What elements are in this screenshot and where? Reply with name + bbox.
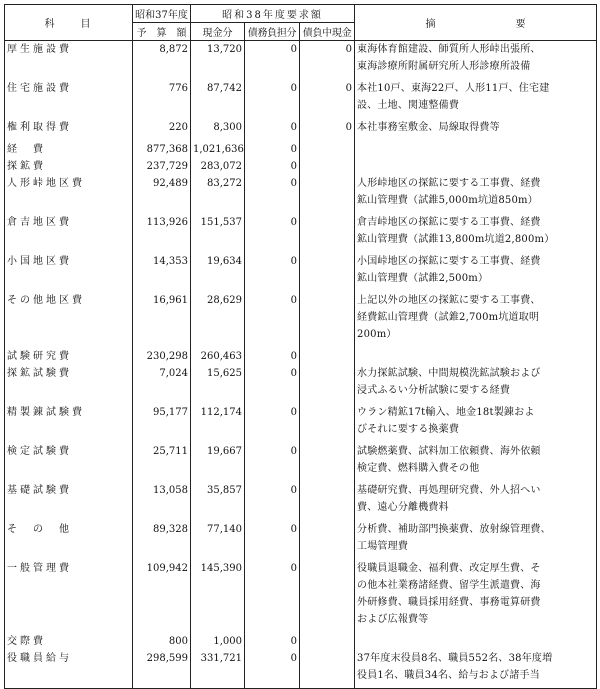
row-debt-cash (300, 633, 355, 650)
row-prev-budget: 89,328 (133, 521, 191, 560)
row-note-line: 上記以外の地区の探鉱に要する工事費、 (357, 294, 541, 306)
table-row (5, 482, 597, 521)
row-cash: 19,667 (191, 443, 245, 482)
row-cash: 83,272 (191, 175, 245, 214)
row-debt: 0 (245, 650, 300, 689)
row-debt: 0 (245, 158, 300, 175)
row-debt-cash (300, 292, 355, 348)
row-debt-cash (300, 404, 355, 443)
row-note (355, 404, 597, 443)
table-row (5, 443, 597, 482)
row-debt-cash (300, 521, 355, 560)
row-prev-budget: 92,489 (133, 175, 191, 214)
table-row (5, 253, 597, 292)
row-item-label: 役職員給与 (7, 652, 72, 664)
table-row (5, 119, 597, 141)
row-note-line: 役職員退職金、福利費、改定厚生費、そ (357, 562, 541, 574)
row-debt: 0 (245, 175, 300, 214)
row-debt: 0 (245, 348, 300, 365)
row-item (5, 41, 133, 80)
row-note (355, 141, 597, 158)
row-note-line: 小国峠地区の探鉱に要する工事費、経費 (357, 255, 541, 267)
row-note-line: びそれに要する換薬費 (357, 423, 460, 435)
row-prev-budget: 14,353 (133, 253, 191, 292)
row-note-line: 倉吉峠地区の探鉱に要する工事費、経費 (357, 216, 541, 228)
row-item (5, 443, 133, 482)
row-note-line: 鉱山管理費（試錐13,800m坑道2,800m） (357, 233, 555, 245)
row-item (5, 119, 133, 141)
row-item-label: 厚生施設費 (7, 44, 72, 55)
row-debt-cash (300, 348, 355, 365)
table-row (5, 80, 597, 119)
row-cash: 1,021,636 (191, 141, 245, 158)
row-item (5, 650, 133, 689)
header-debt: 債務負担分 (245, 23, 300, 41)
row-cash: 112,174 (191, 404, 245, 443)
row-item-label: 探鉱試験費 (7, 367, 72, 379)
row-note (355, 633, 597, 650)
table-row (5, 365, 597, 404)
row-prev-budget: 7,024 (133, 365, 191, 404)
row-prev-budget: 13,058 (133, 482, 191, 521)
table-row (5, 214, 597, 253)
header-prev-year-bottom: 予 算 額 (133, 23, 191, 41)
row-note-line: 鉱山管理費（試錐2,500m） (357, 272, 489, 284)
row-note-line: 工場管理費 (357, 540, 409, 552)
row-debt: 0 (245, 482, 300, 521)
row-debt: 0 (245, 214, 300, 253)
row-prev-budget: 113,926 (133, 214, 191, 253)
header-item: 科 目 (5, 5, 133, 41)
row-note (355, 482, 597, 521)
row-item (5, 404, 133, 443)
row-note-line: 本社10戸、東海22戸、人形11戸、住宅建 (357, 82, 550, 94)
row-note (355, 292, 597, 348)
row-note (355, 650, 597, 689)
row-cash: 13,720 (191, 41, 245, 80)
row-item (5, 80, 133, 119)
row-note-line: 基礎研究費、再処理研究費、外人招へい (357, 484, 541, 496)
row-item-label: 検定試験費 (7, 445, 72, 457)
row-note (355, 158, 597, 175)
row-debt-cash (300, 482, 355, 521)
row-note (355, 214, 597, 253)
row-item (5, 633, 133, 650)
row-cash: 260,463 (191, 348, 245, 365)
row-prev-budget: 877,368 (133, 141, 191, 158)
row-item-label: 人形峠地区費 (7, 177, 85, 189)
row-prev-budget: 109,942 (133, 560, 191, 633)
header-request-group: 昭和38年度要求額 (191, 5, 355, 23)
row-item-label: 経 費 (7, 143, 46, 155)
header-cash: 現金分 (191, 23, 245, 41)
row-item (5, 521, 133, 560)
table-row (5, 650, 597, 689)
table-row (5, 158, 597, 175)
row-note (355, 119, 597, 141)
row-item-label: 住宅施設費 (7, 82, 72, 94)
row-item (5, 141, 133, 158)
row-note-line: 分析費、補助部門換薬費、放射線管理費、 (357, 523, 551, 535)
row-cash: 331,721 (191, 650, 245, 689)
row-item-label: その他地区費 (7, 294, 85, 306)
header-debt-cash: 債負中現金 (300, 23, 355, 41)
row-note (355, 560, 597, 633)
table-body (5, 41, 597, 689)
row-note-line: 200m） (357, 328, 397, 340)
table-row (5, 404, 597, 443)
row-item-label: そ の 他 (7, 523, 72, 535)
row-debt-cash (300, 253, 355, 292)
row-prev-budget: 220 (133, 119, 191, 141)
row-note-line: 費、遠心分離機費料 (357, 501, 449, 513)
row-note-line: 試験燃薬費、試料加工依頼費、海外依頼 (357, 445, 541, 457)
row-debt: 0 (245, 80, 300, 119)
row-cash: 77,140 (191, 521, 245, 560)
row-note-line: 経費鉱山管理費（試錐2,700m坑道取明 (357, 311, 540, 323)
table-header (5, 5, 597, 41)
table-row (5, 633, 597, 650)
row-note-line: 外研修費、職員採用経費、事務電算研費 (357, 596, 541, 608)
row-debt-cash: 0 (300, 119, 355, 141)
row-note (355, 41, 597, 80)
row-debt: 0 (245, 119, 300, 141)
row-debt: 0 (245, 292, 300, 348)
row-debt-cash (300, 158, 355, 175)
row-item (5, 214, 133, 253)
row-item (5, 365, 133, 404)
row-prev-budget: 298,599 (133, 650, 191, 689)
table-row (5, 292, 597, 348)
row-note-line: 設、土地、関連整備費 (357, 99, 460, 111)
row-item (5, 175, 133, 214)
row-item (5, 158, 133, 175)
row-item-label: 基礎試験費 (7, 484, 72, 496)
row-note (355, 175, 597, 214)
row-note (355, 348, 597, 365)
row-note-line: 東海診療所附属研究所人形診療所設備 (357, 61, 531, 72)
table-row (5, 560, 597, 633)
row-cash: 15,625 (191, 365, 245, 404)
table-row (5, 141, 597, 158)
table-row (5, 175, 597, 214)
table-row (5, 41, 597, 80)
row-item (5, 292, 133, 348)
row-debt-cash (300, 141, 355, 158)
row-item (5, 560, 133, 633)
row-prev-budget: 237,729 (133, 158, 191, 175)
row-note-line: 水力探鉱試験、中間規模洗鉱試験および (357, 367, 541, 379)
row-cash: 19,634 (191, 253, 245, 292)
row-prev-budget: 230,298 (133, 348, 191, 365)
row-item-label: 倉吉地区費 (7, 216, 72, 228)
row-cash: 35,857 (191, 482, 245, 521)
row-debt: 0 (245, 141, 300, 158)
row-debt-cash: 0 (300, 41, 355, 80)
row-note-line: 37年度末役員8名、職員552名、38年度増 (357, 652, 553, 664)
row-note-line: 本社事務室敷金、局線取得費等 (357, 121, 500, 133)
row-note-line: 検定費、燃料購入費その他 (357, 462, 480, 474)
row-debt: 0 (245, 560, 300, 633)
row-cash: 151,537 (191, 214, 245, 253)
row-cash: 283,072 (191, 158, 245, 175)
row-cash: 87,742 (191, 80, 245, 119)
row-debt: 0 (245, 253, 300, 292)
table-row (5, 348, 597, 365)
row-debt-cash (300, 560, 355, 633)
row-cash: 8,300 (191, 119, 245, 141)
table-row (5, 521, 597, 560)
budget-table (4, 4, 597, 689)
row-note-line: ウラン精鉱17t輸入、地金18t製錬およ (357, 406, 535, 418)
row-debt: 0 (245, 633, 300, 650)
row-note-line: 浸式ふるい分析試験に要する経費 (357, 384, 511, 396)
row-note-line: および広報費等 (357, 613, 429, 625)
row-item-label: 一般管理費 (7, 562, 72, 574)
row-prev-budget: 25,711 (133, 443, 191, 482)
row-debt-cash (300, 214, 355, 253)
row-note-line: 人形峠地区の探鉱に要する工事費、経費 (357, 177, 541, 189)
row-prev-budget: 95,177 (133, 404, 191, 443)
row-note (355, 443, 597, 482)
row-cash: 145,390 (191, 560, 245, 633)
row-debt: 0 (245, 443, 300, 482)
row-item-label: 権利取得費 (7, 121, 72, 133)
row-item (5, 348, 133, 365)
row-debt-cash (300, 365, 355, 404)
row-note-line: 東海体育館建設、師質所人形峠出張所、 (357, 44, 541, 55)
row-item-label: 試験研究費 (7, 350, 72, 362)
row-item (5, 482, 133, 521)
row-prev-budget: 776 (133, 80, 191, 119)
row-cash: 1,000 (191, 633, 245, 650)
row-item-label: 交際費 (7, 635, 46, 647)
row-item-label: 探鉱費 (7, 160, 46, 172)
row-debt: 0 (245, 41, 300, 80)
row-item-label: 精製錬試験費 (7, 406, 85, 418)
row-cash: 28,629 (191, 292, 245, 348)
row-prev-budget: 16,961 (133, 292, 191, 348)
row-note (355, 80, 597, 119)
row-debt-cash: 0 (300, 80, 355, 119)
row-debt-cash (300, 443, 355, 482)
row-note-line: 鉱山管理費（試錐5,000m坑道850m） (357, 194, 538, 206)
row-note (355, 253, 597, 292)
row-debt-cash (300, 175, 355, 214)
row-debt: 0 (245, 521, 300, 560)
row-debt-cash (300, 650, 355, 689)
row-debt: 0 (245, 365, 300, 404)
row-note (355, 521, 597, 560)
row-prev-budget: 800 (133, 633, 191, 650)
row-item-label: 小国地区費 (7, 255, 72, 267)
row-debt: 0 (245, 404, 300, 443)
row-item (5, 253, 133, 292)
row-note-line: 役員1名、職員34名、給与および諸手当 (357, 669, 540, 681)
header-notes: 摘 要 (355, 5, 597, 41)
row-note-line: の他本社業務諸経費、留学生派遣費、海 (357, 579, 541, 591)
row-prev-budget: 8,872 (133, 41, 191, 80)
row-note (355, 365, 597, 404)
header-prev-year-top: 昭和37年度 (133, 5, 191, 23)
